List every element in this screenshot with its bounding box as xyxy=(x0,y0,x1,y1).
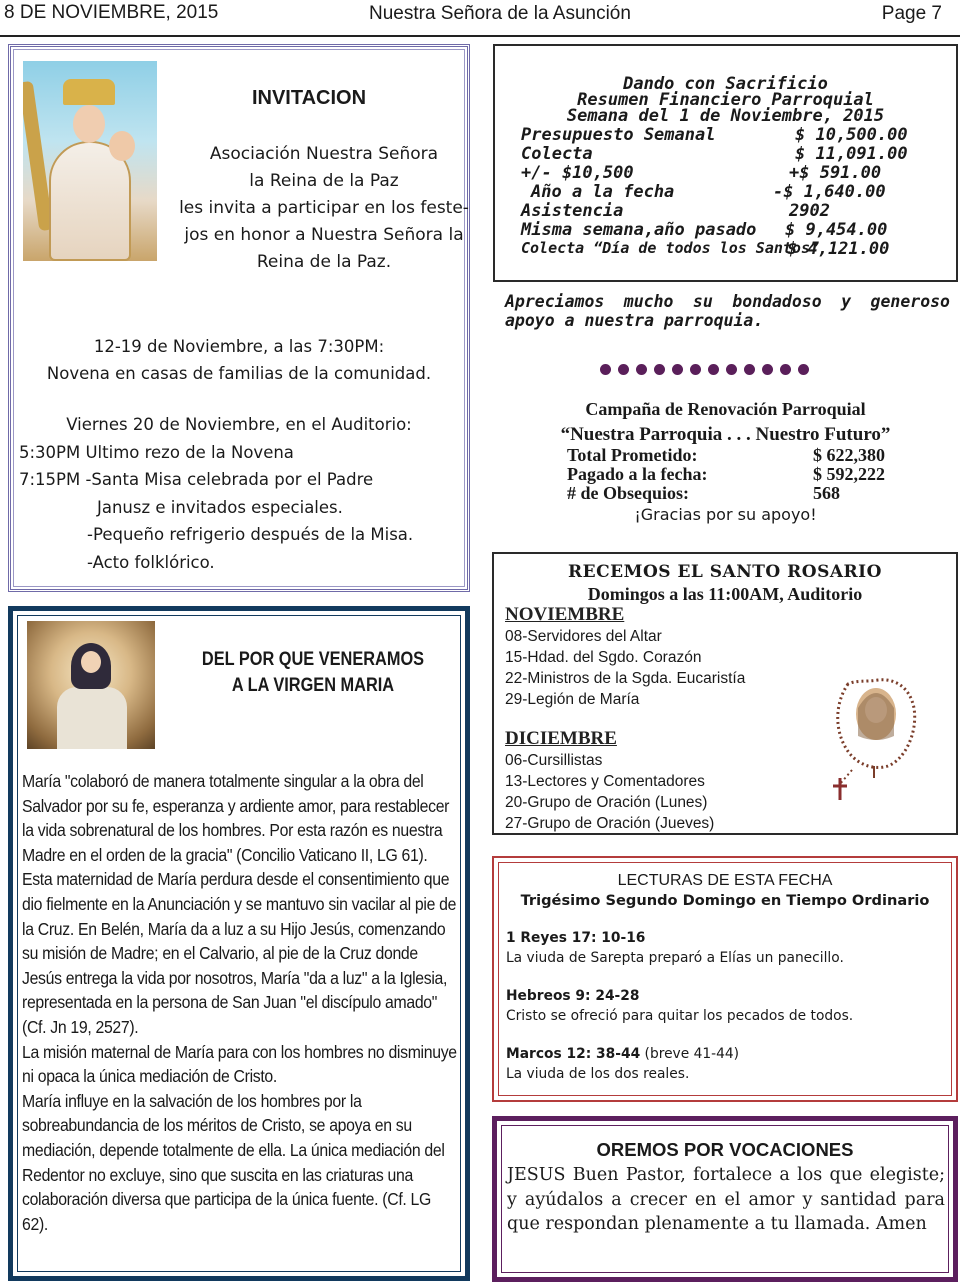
schedule-item: -Acto folklórico. xyxy=(87,552,215,572)
list-item: 27-Grupo de Oración (Jueves) xyxy=(505,815,715,832)
reading-3: Marcos 12: 38-44 (breve 41-44) La viuda de los dos reales. xyxy=(506,1046,740,1082)
readings-subtitle: Trigésimo Segundo Domingo en Tiempo Ordinario xyxy=(520,892,930,909)
rosary-list xyxy=(505,750,714,834)
readings-title: LECTURAS DE ESTA FECHA xyxy=(617,872,833,889)
readings-box xyxy=(492,856,958,1102)
header-rule xyxy=(0,35,960,37)
paragraph: La misión maternal de María para con los hombres no disminuye ni opaca la única mediación de Cristo. xyxy=(22,1041,457,1087)
rosary-box xyxy=(492,552,958,835)
veneramos-box xyxy=(8,606,470,1281)
vocations-prayer: JESUS Buen Pastor, fortalece a los que elegiste; y ayúdalos a crecer en el amor y santidad para que respondan plenamente a tu llamada. Amen xyxy=(507,1165,945,1234)
schedule-item: -Pequeño refrigerio después de la Misa. xyxy=(87,525,414,544)
financial-subtitle: Resumen Financiero Parroquial xyxy=(577,90,874,110)
campaign-row: Pagado a la fecha: $ 592,222 xyxy=(567,464,885,484)
campaign-title: Campaña de Renovación Parroquial xyxy=(585,399,866,419)
financial-summary-box: Dando con Sacrificio Resumen Financiero Parroquial Semana del 1 de Noviembre, 2015 Presupuesto Semanal $ 10,500.00 Colecta $ 11,091.00 +/- $10,500 +$ 591.00 Año a la fecha -$ 1,640.00 Asistencia 2902 Misma semana,año pasado $ 9,454.00 Colecta “Día de todos los Santos” $ 4,121.00 xyxy=(493,44,958,282)
list-item: 29-Legión de María xyxy=(505,691,640,708)
campaign-section xyxy=(493,396,958,525)
virgin-angels-image xyxy=(27,621,155,749)
thanks-note: Apreciamos mucho su bondadoso y generoso apoyo a nuestra parroquia. xyxy=(505,292,950,330)
campaign-row: Total Prometido: $ 622,380 xyxy=(567,445,885,465)
vocations-box xyxy=(492,1116,958,1282)
list-item: 06-Cursillistas xyxy=(505,752,603,769)
header-parish: Nuestra Señora de la Asunción xyxy=(369,3,631,24)
list-item: 13-Lectores y Comentadores xyxy=(505,773,705,790)
invitation-box xyxy=(8,44,470,592)
financial-week: Semana del 1 de Noviembre, 2015 xyxy=(566,106,885,126)
financial-title: Dando con Sacrificio xyxy=(623,74,828,94)
rosary-icon xyxy=(830,674,922,806)
schedule-title: Viernes 20 de Noviembre, en el Auditorio: xyxy=(66,415,412,434)
campaign-subtitle: “Nuestra Parroquia . . . Nuestro Futuro” xyxy=(560,424,891,445)
header-page: Page 7 xyxy=(881,3,942,24)
veneramos-body xyxy=(22,769,460,1236)
campaign-row: # de Obsequios: 568 xyxy=(567,483,840,503)
schedule-item: 5:30PM Ultimo rezo de la Novena xyxy=(19,442,294,462)
auditorio-schedule xyxy=(11,411,467,576)
schedule-item: Janusz e invitados especiales. xyxy=(97,497,343,517)
list-item: 22-Ministros de la Sgda. Eucaristía xyxy=(505,670,746,687)
veneramos-title: DEL POR QUE VENERAMOS A LA VIRGEN MARIA xyxy=(201,649,425,696)
invitation-title: INVITACION xyxy=(251,87,367,109)
list-item: 20-Grupo de Oración (Lunes) xyxy=(505,794,708,811)
rosary-list xyxy=(505,626,745,710)
reading-1: 1 Reyes 17: 10-16 La viuda de Sarepta preparó a Elías un panecillo. xyxy=(506,930,844,966)
novena-dates: 12-19 de Noviembre, a las 7:30PM: Novena en casas de familias de la comunidad. xyxy=(46,337,432,383)
vocations-title: OREMOS POR VOCACIONES xyxy=(596,1139,854,1160)
schedule-item: 7:15PM -Santa Misa celebrada por el Padre xyxy=(19,470,374,489)
paragraph: María influye en la salvación de los hombres por la sobreabundancia de los méritos de Cristo, se apoya en su mediación, depende totalmente de ella. La única mediación del Redentor no excluye, sino que suscita en las criaturas una colaboración diversa que participa de la única fuente. (Cf. LG 62). xyxy=(22,1090,445,1234)
virgin-reina-image xyxy=(23,61,157,261)
invitation-text: Asociación Nuestra Señora la Reina de la Paz les invita a participar en los feste- jos en honor a Nuestra Señora la Reina de la Paz. xyxy=(179,144,469,272)
list-item: 15-Hdad. del Sgdo. Corazón xyxy=(505,649,702,666)
page-header xyxy=(0,0,960,34)
dot-divider xyxy=(600,364,809,375)
paragraph: María "colaboró de manera totalmente singular a la obra del Salvador por su fe, esperanza y ardiente amor, para restablecer la vida sobrenatural de los hombres. Por esta razón es nuestra Madre en el orden de la gracia" (Concilio Vaticano II, LG 61). xyxy=(22,771,450,865)
campaign-thanks: ¡Gracias por su apoyo! xyxy=(634,505,817,524)
header-date: 8 DE NOVIEMBRE, 2015 xyxy=(4,2,219,23)
month-heading: NOVIEMBRE xyxy=(505,604,625,625)
rosary-subtitle: Domingos a las 11:00AM, Auditorio xyxy=(587,584,863,604)
list-item: 08-Servidores del Altar xyxy=(505,628,662,645)
reading-2: Hebreos 9: 24-28 Cristo se ofreció para quitar los pecados de todos. xyxy=(506,988,854,1024)
month-heading: DICIEMBRE xyxy=(505,728,617,749)
rosary-title: RECEMOS EL SANTO ROSARIO xyxy=(568,562,882,582)
paragraph: Esta maternidad de María perdura desde el consentimiento que dio fielmente en la Anunciación y se mantuvo sin vacilar al pie de la Cruz. En Belén, María da a luz a su Hijo Jesús, comenzando su misión de Madre; en el Calvario, al pie de la Cruz donde Jesús entrega la vida por nosotros, María "da a luz" a la Iglesia, representada en la persona de San Juan "el discípulo amado" (Cf. Jn 19, 2527). xyxy=(22,869,457,1037)
